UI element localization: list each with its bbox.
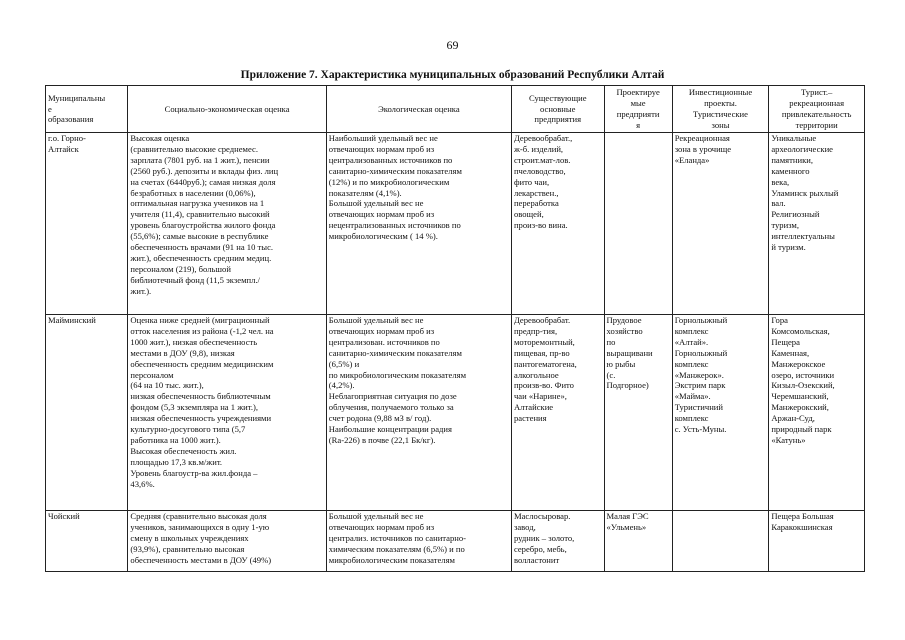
municipality-cell: Чойский bbox=[46, 511, 128, 572]
ecological-cell: Большой удельный вес не отвечающих нормам проб из централиз. источников по санитарно- химическим показателям (6,5%) и по микробиологическим показателям bbox=[326, 511, 511, 572]
tourist-cell: Пещера Большая Каракокшинская bbox=[769, 511, 865, 572]
planned-cell: Малая ГЭС «Ульмень» bbox=[604, 511, 672, 572]
investment-cell: Горнолыжный комплекс «Алтай». Горнолыжный комплекс «Манжерок». Экстрим парк «Майма». Туристичний комплекс с. Усть-Муны. bbox=[672, 315, 769, 511]
investment-cell bbox=[672, 511, 769, 572]
enterprises-cell: Деревообрабат., ж-б. изделий, строит.мат-лов. пчеловодство, фито чаи, лекарствен., переработка овощей, произ-во вина. bbox=[511, 133, 604, 315]
socio-economic-cell: Оценка ниже средней (миграционный отток населения из района (-1,2 чел. на 1000 жит.), низкая обеспеченность местами в ДОУ (9,8), низкая обеспеченность средним медицинским персоналом (64 на 10 тыс. жит.), низкая обеспеченность библиотечным фондом (5,3 экземпляра на 1 жит.), низкая обеспеченность учреждениями культурно-досугового типа (5,7 работника на 1000 жит.). Высокая обеспеченость жил. площадью 17,3 кв.м/жит. Уровень благоустр-ва жил.фонда – 43,6%. bbox=[128, 315, 326, 511]
tourist-cell: Гора Комсомольская, Пещера Каменная, Манжерокское озеро, источники Кизыл-Озекский, Черемшанский, Манжерокский, Аржан-Суд, природный парк «Катунь» bbox=[769, 315, 865, 511]
header-municipality: Муниципальны е образования bbox=[46, 86, 128, 133]
tourist-cell: Уникальные археологические памятники, каменного века, Уламинск рыхлый вал. Религиозный туризм, интеллектуальны й туризм. bbox=[769, 133, 865, 315]
municipality-cell: Майминский bbox=[46, 315, 128, 511]
header-tourist: Турист.– рекреационная привлекательность территории bbox=[769, 86, 865, 133]
document-title: Приложение 7. Характеристика муниципальных образований Республики Алтай bbox=[240, 69, 665, 81]
municipality-cell: г.о. Горно- Алтайск bbox=[46, 133, 128, 315]
municipalities-table bbox=[45, 85, 865, 572]
header-socio-economic: Социально-экономическая оценка bbox=[128, 86, 326, 133]
investment-cell: Рекреационная зона в урочище «Еланда» bbox=[672, 133, 769, 315]
header-planned: Проектируе мые предприяти я bbox=[604, 86, 672, 133]
socio-economic-cell: Средняя (сравнительно высокая доля учеников, занимающихся в одну 1-ую смену в школьных учреждениях (93,9%), сравнительно высокая обеспеченность местами в ДОУ (49%) bbox=[128, 511, 326, 572]
table-header-row bbox=[46, 86, 865, 133]
table-row bbox=[46, 133, 865, 315]
socio-economic-cell: Высокая оценка (сравнительно высокие среднемес. зарплата (7801 руб. на 1 жит.), пенсии (2560 руб.). депозиты и вклады физ. лиц на счетах (6440руб.); самая низкая доля безработных в населении (0,06%), оптимальная нагрузка учеников на 1 учителя (11,4), сравнительно высокий уровень благоустройства жилого фонда (55,6%); самые высокие в республике обеспеченность врачами (91 на 10 тыс. жит.), обеспеченность средним медиц. персоналом (219), большой библиотечный фонд (11,5 экземпл./ жит.). bbox=[128, 133, 326, 315]
header-enterprises: Существующие основные предприятия bbox=[511, 86, 604, 133]
ecological-cell: Наибольший удельный вес не отвечающих нормам проб из централизованных источников по санитарно-химическим показателям (12%) и по микробиологическим показателям (4,1%). Большой удельный вес не отвечающих нормам проб из нецентрализованных источников по микробиологическим ( 14 %). bbox=[326, 133, 511, 315]
page-number: 69 bbox=[446, 38, 459, 52]
enterprises-cell: Деревообрабат. предпр-тия, моторемонтный, пищевая, пр-во пантогематогена, алкогольное произв-во. Фито чаи «Нарине», Алтайские растения bbox=[511, 315, 604, 511]
header-ecological: Экологическая оценка bbox=[326, 86, 511, 133]
table-row bbox=[46, 511, 865, 572]
table-row bbox=[46, 315, 865, 511]
planned-cell bbox=[604, 133, 672, 315]
header-investment: Инвестиционные проекты. Туристические зоны bbox=[672, 86, 769, 133]
ecological-cell: Большой удельный вес не отвечающих нормам проб из централизован. источников по санитарно-химическим показателям (6,5%) и по микробиологическим показателям (4,2%). Неблагоприятная ситуация по дозе облучения, получаемого только за счет родона (9,88 мЗ в/ год). Наибольшие концентрации радия (Ra-226) в почве (22,1 Бк/кг). bbox=[326, 315, 511, 511]
enterprises-cell: Маслосыровар. завод, рудник – золото, серебро, мебь, волластонит bbox=[511, 511, 604, 572]
planned-cell: Прудовое хозяйство по выращивани ю рыбы (с. Подгорное) bbox=[604, 315, 672, 511]
